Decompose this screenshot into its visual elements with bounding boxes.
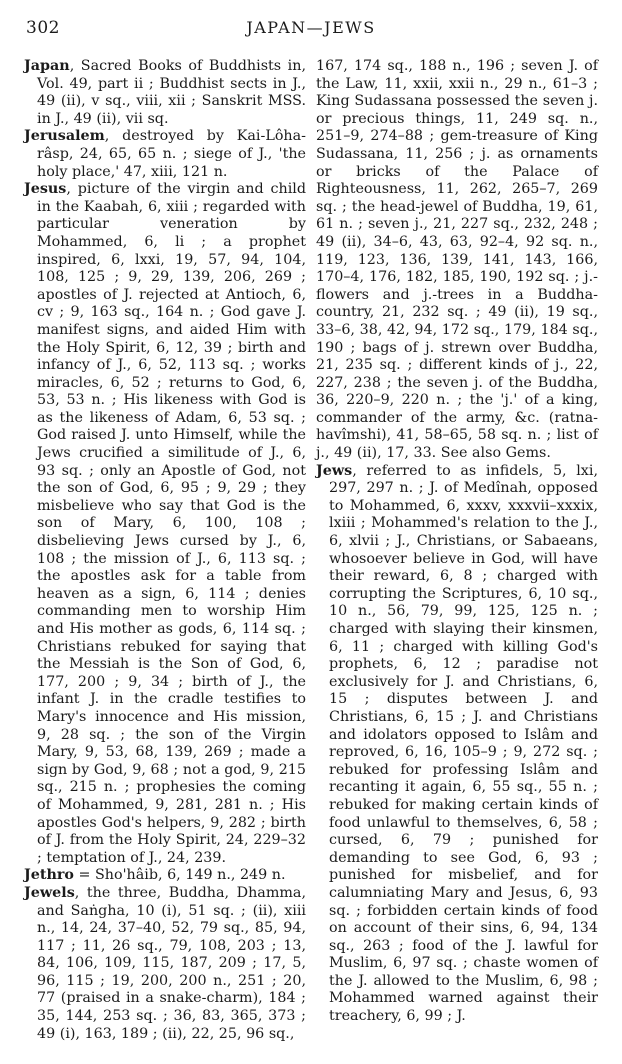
entry-text: , destroyed by Kai-Lôha-râsp, 24, 65, 65 n. ; siege of J., 'the holy place,' 47, xiii, 121 n.	[37, 128, 306, 180]
headword: Jethro	[24, 867, 74, 884]
entry-text: , Sacred Books of Buddhists in, Vol. 49, part ii ; Buddhist sects in J., 49 (ii), v sq., viii, xii ; Sanskrit MSS. in J., 49 (ii), vii sq.	[37, 58, 306, 127]
right-column	[316, 58, 598, 1026]
entry-text: 167, 174 sq., 188 n., 196 ; seven J. of the Law, 11, xxii, xxii n., 29 n., 61–3 ; King Sudassana possessed the seven j. or precious things, 11, 249 sq. n., 251–9, 274–88 ; gem-treasure of King Sudassana, 11, 256 ; j. as ornaments or bricks of the Palace of Righteousness, 11, 262, 265–7, 269 sq. ; the head-jewel of Buddha, 19, 61, 61 n. ; seven j., 21, 227 sq., 232, 248 ; 49 (ii), 34–6, 43, 63, 92–4, 92 sq. n., 119, 123, 136, 139, 141, 143, 166, 170–4, 176, 182, 185, 190, 192 sq. ; j.-flowers and j.-trees in a Buddha-country, 21, 232 sq. ; 49 (ii), 19 sq., 33–6, 38, 42, 94, 172 sq., 179, 184 sq., 190 ; bags of j. strewn over Buddha, 21, 235 sq. ; different kinds of j., 22, 227, 238 ; the seven j. of the Buddha, 36, 220–9, 220 n. ; the 'j.' of a king, commander of the army, &c. (ratna-havîmshi), 41, 58–65, 58 sq. n. ; list of j., 49 (ii), 17, 33. See also Gems.	[316, 58, 598, 462]
page-number: 302	[26, 18, 60, 38]
index-entry-japan	[24, 58, 306, 128]
headword: Jewels	[24, 884, 75, 901]
entry-text: , picture of the virgin and child in the Kaabah, 6, xiii ; regarded with particular veneration by Mohammed, 6, li ; a prophet inspired, 6, lxxi, 19, 57, 94, 104, 108, 125 ; 9, 29, 139, 206, 269 ; apostles of J. rejected at Antioch, 6, cv ; 9, 163 sq., 164 n. ; God gave J. manifest signs, and aided Him with the Holy Spirit, 6, 12, 39 ; birth and infancy of J., 6, 52, 113 sq. ; works miracles, 6, 52 ; returns to God, 6, 53, 53 n. ; His likeness with God is as the likeness of Adam, 6, 53 sq. ; God raised J. unto Himself, while the Jews crucified a similitude of J., 6, 93 sq. ; only an Apostle of God, not the son of God, 6, 95 ; 9, 29 ; they misbelieve who say that God is the son of Mary, 6, 100, 108 ; disbelieving Jews cursed by J., 6, 108 ; the mission of J., 6, 113 sq. ; the apostles ask for a table from heaven as a sign, 6, 114 ; denies commanding men to worship Him and His mother as gods, 6, 114 sq. ; Christians rebuked for saying that the Messiah is the Son of God, 6, 177, 200 ; 9, 34 ; birth of J., the infant J. in the cradle testifies to Mary's innocence and His mission, 9, 28 sq. ; the son of the Virgin Mary, 9, 53, 68, 139, 269 ; made a sign by God, 9, 68 ; not a god, 9, 215 sq., 215 n. ; prophesies the coming of Mohammed, 9, 281, 281 n. ; His apostles God's helpers, 9, 282 ; birth of J. from the Holy Spirit, 24, 229–32 ; temptation of J., 24, 239.	[37, 181, 306, 866]
entry-text: , the three, Buddha, Dhamma, and Saṅgha, 10 (i), 51 sq. ; (ii), xiii n., 14, 24, 37–40, 52, 79 sq., 85, 94, 117 ; 11, 26 sq., 79, 108, 203 ; 13, 84, 106, 109, 115, 187, 209 ; 17, 5, 96, 115 ; 19, 200, 200 n., 251 ; 20, 77 (praised in a snake-charm), 184 ; 35, 144, 253 sq. ; 36, 83, 365, 373 ; 49 (i), 163, 189 ; (ii), 22, 25, 96 sq.,	[37, 884, 306, 1042]
entry-text: = Sho'hâib, 6, 149 n., 249 n.	[73, 867, 286, 884]
index-entry-jewels-continued	[316, 58, 598, 463]
headword: Jews	[316, 462, 353, 479]
page-header	[26, 18, 596, 44]
index-entry-jews	[316, 463, 598, 1026]
index-entry-jerusalem	[24, 128, 306, 181]
left-column	[24, 58, 306, 1043]
headword: Jesus	[24, 181, 67, 198]
headword: Japan	[24, 58, 70, 74]
index-entry-jethro	[24, 867, 306, 885]
running-head: JAPAN—JEWS	[246, 18, 376, 37]
headword: Jerusalem	[24, 128, 105, 145]
entry-text: , referred to as infidels, 5, lxi, 297, 297 n. ; J. of Medînah, opposed to Mohammed, 6, xxxv, xxxvii–xxxix, lxiii ; Mohammed's relation to the J., 6, xlvii ; J., Christians, or Sabaeans, whosoever believe in God, will have their reward, 6, 8 ; charged with corrupting the Scriptures, 6, 10 sq., 10 n., 56, 79, 99, 125, 125 n. ; charged with slaying their kinsmen, 6, 11 ; charged with killing God's prophets, 6, 12 ; paradise not exclusively for J. and Christians, 6, 15 ; disputes between J. and Christians, 6, 15 ; J. and Christians and idolators opposed to Islâm and reproved, 6, 16, 105–9 ; 9, 272 sq. ; rebuked for professing Islâm and recanting it again, 6, 55 sq., 55 n. ; rebuked for making certain kinds of food unlawful to themselves, 6, 58 ; cursed, 6, 79 ; punished for demanding to see God, 6, 93 ; punished for misbelief, and for calumniating Mary and Jesus, 6, 93 sq. ; forbidden certain kinds of food on account of their sins, 6, 94, 134 sq., 263 ; food of the J. lawful for Muslim, 6, 97 sq. ; chaste women of the J. allowed to the Muslim, 6, 98 ; Mohammed warned against their treachery, 6, 99 ; J.	[329, 462, 598, 1025]
index-entry-jewels	[24, 885, 306, 1043]
index-entry-jesus	[24, 181, 306, 867]
